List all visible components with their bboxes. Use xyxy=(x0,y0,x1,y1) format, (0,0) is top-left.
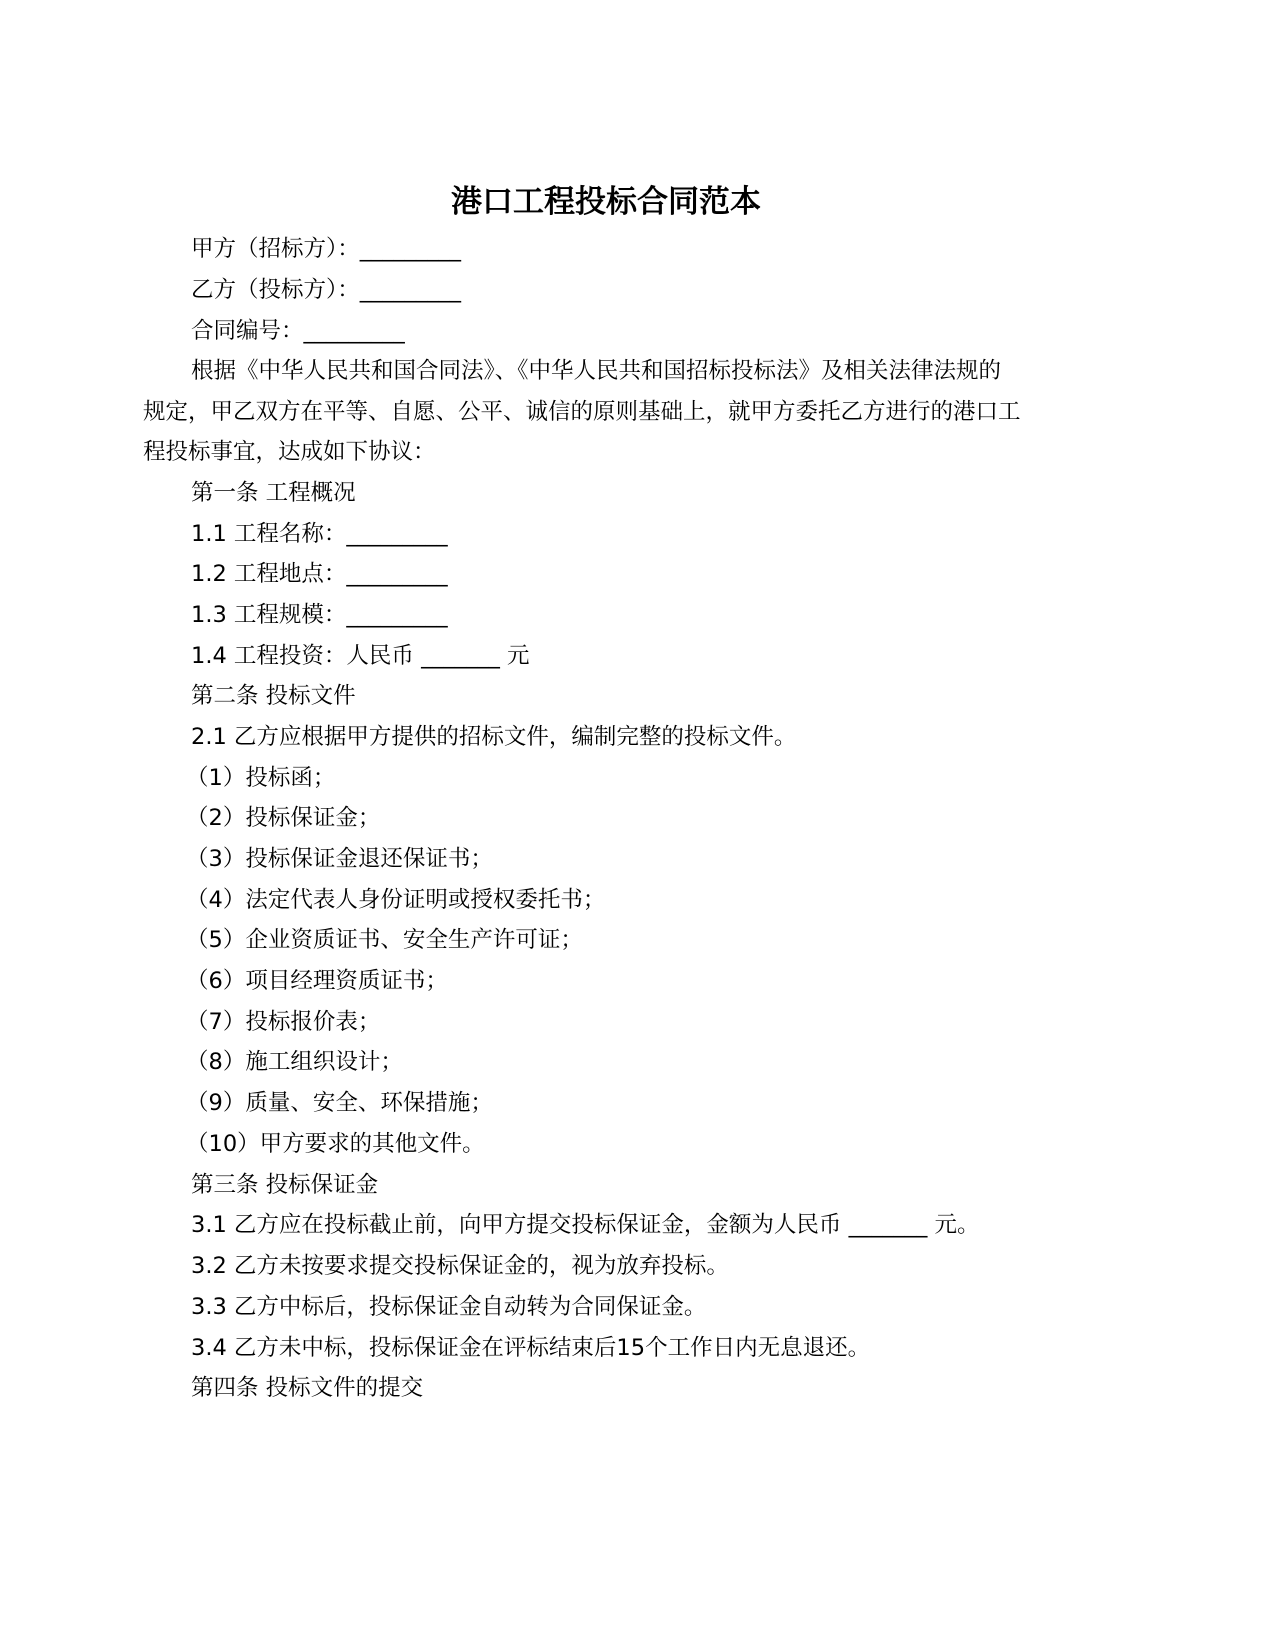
party-a-field: 甲方（招标方）：_________ xyxy=(191,236,462,262)
article-2-heading: 第二条 投标文件 xyxy=(191,683,356,709)
article-2-list-item: （5）企业资质证书、安全生产许可证； xyxy=(186,927,583,953)
article-3-heading: 第三条 投标保证金 xyxy=(191,1172,379,1198)
article-3-item: 3.1 乙方应在投标截止前，向甲方提交投标保证金，金额为人民币 _______ 元。 xyxy=(191,1212,980,1238)
preamble-line-1: 根据《中华人民共和国合同法》、《中华人民共和国招标投标法》及相关法律法规的 xyxy=(191,358,1002,384)
party-b-field: 乙方（投标方）：_________ xyxy=(191,277,462,303)
contract-number-field: 合同编号：_________ xyxy=(191,318,405,344)
article-2-list-item: （10）甲方要求的其他文件。 xyxy=(186,1131,485,1157)
article-1-item: 1.3 工程规模：_________ xyxy=(191,602,448,628)
article-1-item: 1.2 工程地点：_________ xyxy=(191,561,448,587)
preamble-line-2: 规定，甲乙双方在平等、自愿、公平、诚信的原则基础上，就甲方委托乙方进行的港口工 xyxy=(143,399,1021,425)
article-2-list-item: （4）法定代表人身份证明或授权委托书； xyxy=(186,887,606,913)
article-2-list-item: （3）投标保证金退还保证书； xyxy=(186,846,493,872)
article-2-list-item: （2）投标保证金； xyxy=(186,805,381,831)
article-3-item: 3.3 乙方中标后，投标保证金自动转为合同保证金。 xyxy=(191,1294,707,1320)
article-4-heading: 第四条 投标文件的提交 xyxy=(191,1375,424,1401)
article-1-heading: 第一条 工程概况 xyxy=(191,480,356,506)
article-1-item: 1.4 工程投资：人民币 _______ 元 xyxy=(191,643,530,669)
article-2-list-item: （1）投标函； xyxy=(186,765,336,791)
article-2-list-item: （7）投标报价表； xyxy=(186,1009,381,1035)
preamble-line-3: 程投标事宜，达成如下协议： xyxy=(143,439,436,465)
article-1-item: 1.1 工程名称：_________ xyxy=(191,521,448,547)
article-2-intro: 2.1 乙方应根据甲方提供的招标文件，编制完整的投标文件。 xyxy=(191,724,797,750)
article-3-item: 3.4 乙方未中标，投标保证金在评标结束后15个工作日内无息退还。 xyxy=(191,1335,871,1361)
article-3-item: 3.2 乙方未按要求提交投标保证金的，视为放弃投标。 xyxy=(191,1253,729,1279)
article-2-list-item: （8）施工组织设计； xyxy=(186,1049,403,1075)
article-2-list-item: （9）质量、安全、环保措施； xyxy=(186,1090,493,1116)
document-title: 港口工程投标合同范本 xyxy=(451,184,761,220)
article-2-list-item: （6）项目经理资质证书； xyxy=(186,968,448,994)
